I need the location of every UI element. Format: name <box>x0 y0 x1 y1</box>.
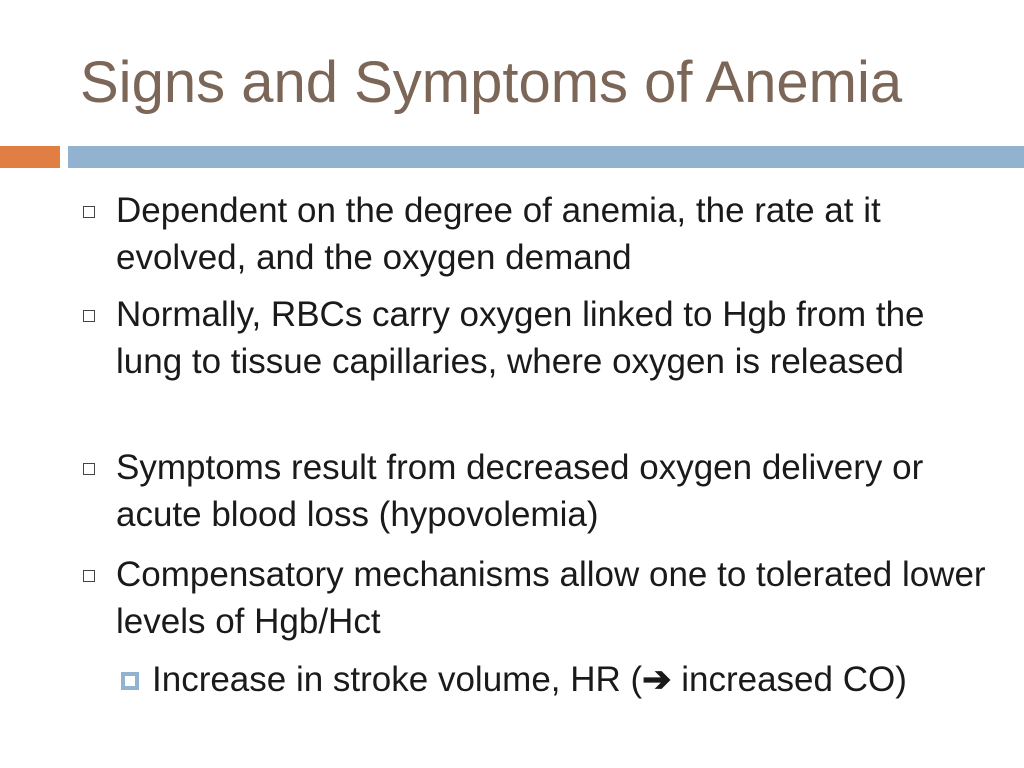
right-arrow-icon: ➔ <box>642 660 672 699</box>
sub-bullet-text: Increase in stroke volume, HR (➔ increased CO) <box>152 660 907 699</box>
bullet-item <box>116 291 996 385</box>
bullet-text: Dependent on the degree of anemia, the rate at it evolved, and the oxygen demand <box>116 191 881 277</box>
hollow-square-bullet-icon <box>83 570 95 582</box>
hollow-square-bullet-icon <box>83 206 95 218</box>
slide-title: Signs and Symptoms of Anemia <box>80 50 903 115</box>
sub-bullet-item <box>152 656 1012 703</box>
bullet-item <box>116 551 996 645</box>
title-accent-bar <box>0 146 60 168</box>
hollow-square-bullet-icon <box>83 310 95 322</box>
hollow-square-bullet-icon <box>83 463 95 475</box>
bullet-text: Normally, RBCs carry oxygen linked to Hgb from the lung to tissue capillaries, where oxygen is released <box>116 295 925 381</box>
bullet-text: Symptoms result from decreased oxygen delivery or acute blood loss (hypovolemia) <box>116 448 924 534</box>
bullet-text: Compensatory mechanisms allow one to tolerated lower levels of Hgb/Hct <box>116 555 986 641</box>
title-rule-bar <box>68 146 1024 168</box>
filled-square-bullet-icon <box>121 672 139 690</box>
bullet-item <box>116 444 996 538</box>
bullet-item <box>116 187 996 281</box>
